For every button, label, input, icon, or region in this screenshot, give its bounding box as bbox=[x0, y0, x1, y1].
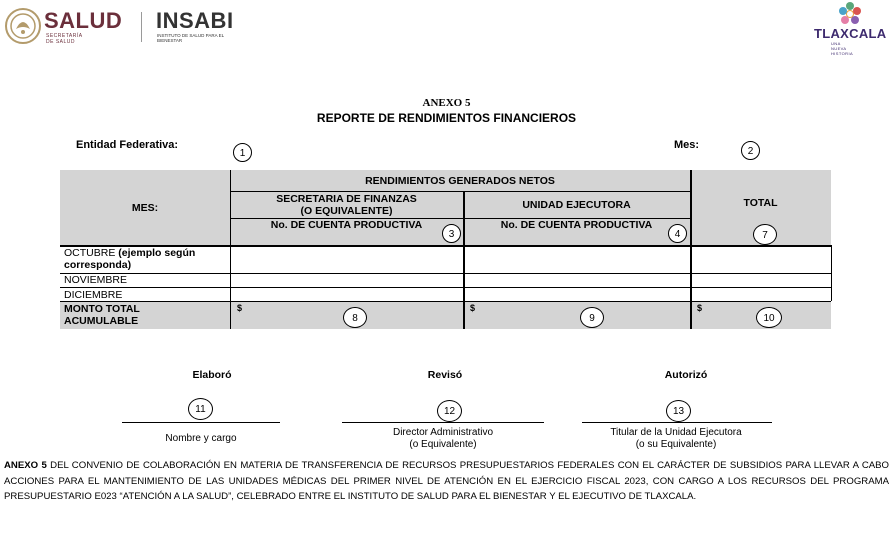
row-month: OCTUBRE bbox=[64, 247, 116, 259]
sig-text-autorizo: Titular de la Unidad Ejecutora (o su Equivalente) bbox=[610, 427, 742, 450]
sig-text-reviso: Director Administrativo (o Equivalente) bbox=[392, 427, 494, 450]
anexo-title: ANEXO 5 bbox=[422, 97, 471, 109]
footer-note bbox=[4, 458, 889, 505]
entidad-marker: 1 bbox=[233, 143, 252, 162]
salud-subtitle: SECRETARÍA DE SALUD bbox=[46, 33, 83, 45]
sig-text-elaboro: Nombre y cargo bbox=[165, 433, 237, 444]
sig-line-reviso bbox=[342, 422, 544, 423]
row-note: (ejemplo según corresponda) bbox=[64, 247, 196, 271]
currency-symbol: $ bbox=[237, 303, 243, 313]
secretaria-marker: 3 bbox=[442, 224, 461, 243]
sig-marker-autorizo: 13 bbox=[666, 400, 691, 422]
sig-title-reviso: Revisó bbox=[427, 369, 463, 381]
cuenta-secretaria-label: No. DE CUENTA PRODUCTIVA bbox=[270, 219, 423, 231]
sig-line-autorizo bbox=[582, 422, 772, 423]
row-month: DICIEMBRE bbox=[64, 289, 123, 301]
tlaxcala-subtitle: UNA NUEVA HISTORIA bbox=[831, 41, 854, 56]
mes-header: MES: bbox=[131, 202, 159, 214]
sig-marker-elaboro: 11 bbox=[188, 398, 213, 420]
monto-total-marker: 10 bbox=[756, 307, 782, 328]
sig-marker-reviso: 12 bbox=[437, 400, 462, 422]
sig-title-elaboro: Elaboró bbox=[192, 369, 232, 381]
mes-label: Mes: bbox=[674, 139, 700, 151]
monto-secretaria-marker: 8 bbox=[343, 307, 367, 328]
insabi-subtitle: INSTITUTO DE SALUD PARA EL BIENESTAR bbox=[157, 33, 224, 43]
salud-logo: SALUD bbox=[44, 8, 123, 33]
monto-total-label: MONTO TOTAL ACUMULABLE bbox=[64, 303, 140, 327]
rendimientos-header: RENDIMIENTOS GENERADOS NETOS bbox=[365, 174, 555, 187]
total-marker: 7 bbox=[753, 224, 777, 245]
unidad-header: UNIDAD EJECUTORA bbox=[522, 198, 631, 211]
total-header: TOTAL bbox=[743, 197, 778, 209]
mes-marker: 2 bbox=[741, 141, 760, 160]
insabi-logo: INSABI bbox=[156, 8, 234, 33]
tlaxcala-logo: TLAXCALA bbox=[814, 26, 887, 41]
currency-symbol: $ bbox=[697, 303, 703, 313]
monto-unidad-marker: 9 bbox=[580, 307, 604, 328]
entidad-label: Entidad Federativa: bbox=[76, 139, 179, 151]
cuenta-unidad-label: No. DE CUENTA PRODUCTIVA bbox=[500, 219, 653, 231]
secretaria-header: SECRETARIA DE FINANZAS (O EQUIVALENTE) bbox=[276, 192, 417, 217]
row-month: NOVIEMBRE bbox=[64, 274, 128, 286]
footer-lead: ANEXO 5 bbox=[4, 460, 47, 471]
report-title: REPORTE DE RENDIMIENTOS FINANCIEROS bbox=[316, 111, 577, 125]
sig-line-elaboro bbox=[122, 422, 280, 423]
sig-title-autorizo: Autorizó bbox=[664, 369, 708, 381]
currency-symbol: $ bbox=[470, 303, 476, 313]
unidad-marker: 4 bbox=[668, 224, 687, 243]
footer-text: DEL CONVENIO DE COLABORACIÓN EN MATERIA DE TRANSFERENCIA DE RECURSOS PRESUPUESTARIOS FEDERALES CON EL CARÁCTER DE SUBSIDIOS PARA LLEVAR A CABO ACCIONES PARA EL MANTENIMIENTO DE LAS UNIDADES MÉDICAS DEL PRIMER NIVEL DE ATENCIÓN EN EL EJERCICIO FISCAL 2023, CON CARGO A LOS RECURSOS DEL PROGRAMA PRESUPUESTARIO E023 “ATENCIÓN A LA SALUD”, CELEBRADO ENTRE EL INSTITUTO DE SALUD PARA EL BIENESTAR Y EL EJECUTIVO DE TLAXCALA. bbox=[4, 460, 890, 502]
